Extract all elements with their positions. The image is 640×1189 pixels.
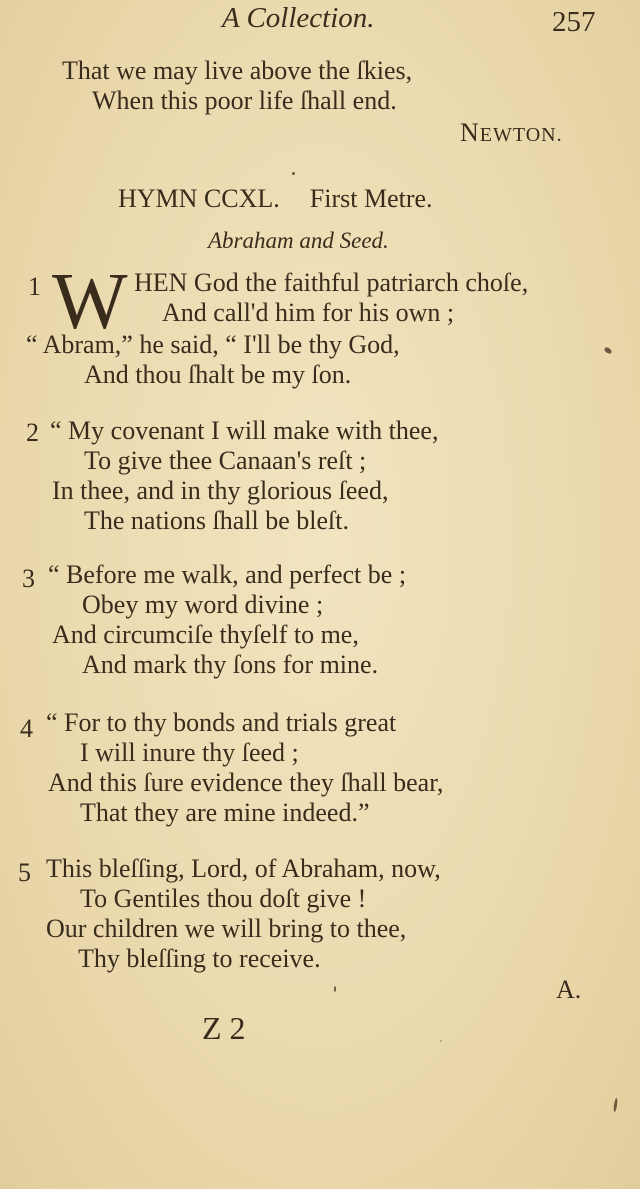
verse-3-line-4: And mark thy ſons for mine.	[82, 650, 379, 679]
ink-speck	[334, 986, 336, 992]
verse-1-line-1: HEN God the faithful patriarch choſe,	[134, 268, 529, 297]
verse-4-line-2: I will inure thy ſeed ;	[80, 738, 299, 767]
page-number: 257	[552, 6, 596, 38]
hymn-number-title: HYMN CCXL.	[118, 184, 280, 213]
verse-2-line-3: In thee, and in thy glorious ſeed,	[52, 476, 389, 505]
verse-3-line-2: Obey my word divine ;	[82, 590, 324, 619]
verse-1-line-3: “ Abram,” he said, “ I'll be thy God,	[26, 330, 400, 359]
hymn-author-mark: A.	[556, 975, 582, 1004]
previous-hymn-line-2: When this poor life ſhall end.	[92, 86, 397, 115]
verse-number-3: 3	[22, 564, 35, 593]
verse-5-line-1: This bleſſing, Lord, of Abraham, now,	[46, 854, 441, 883]
verse-3-line-3: And circumciſe thyſelf to me,	[52, 620, 359, 649]
verse-5-line-4: Thy bleſſing to receive.	[78, 944, 321, 973]
author-rest: EWTON.	[479, 124, 563, 146]
verse-2-line-1: “ My covenant I will make with thee,	[50, 416, 439, 445]
verse-1-line-4: And thou ſhalt be my ſon.	[84, 360, 352, 389]
running-title: A Collection.	[222, 2, 375, 34]
ink-speck	[613, 1098, 618, 1112]
verse-number-2: 2	[26, 418, 39, 447]
verse-5-line-2: To Gentiles thou doſt give !	[80, 884, 367, 913]
verse-1-line-2: And call'd him for his own ;	[162, 298, 455, 327]
previous-hymn-line-1: That we may live above the ſkies,	[62, 56, 413, 85]
verse-2-line-2: To give thee Canaan's reſt ;	[84, 446, 367, 475]
hymn-title	[118, 184, 433, 214]
verse-number-1: 1	[28, 272, 41, 301]
ink-speck	[603, 346, 612, 355]
hymn-metre: First Metre.	[309, 184, 433, 213]
verse-number-5: 5	[18, 858, 31, 887]
verse-3-line-1: “ Before me walk, and perfect be ;	[48, 560, 407, 589]
hymn-subtitle: Abraham and Seed.	[208, 228, 389, 253]
author-initial: N	[460, 118, 480, 147]
verse-4-line-3: And this ſure evidence they ſhall bear,	[48, 768, 444, 797]
ink-speck	[292, 172, 295, 175]
signature-mark: Z 2	[202, 1010, 246, 1046]
verse-number-4: 4	[20, 714, 33, 743]
verse-4-line-1: “ For to thy bonds and trials great	[46, 708, 397, 737]
previous-hymn-author	[460, 118, 563, 148]
verse-2-line-4: The nations ſhall be bleſt.	[84, 506, 349, 535]
drop-cap: W	[52, 258, 128, 346]
verse-4-line-4: That they are mine indeed.”	[80, 798, 370, 827]
verse-5-line-3: Our children we will bring to thee,	[46, 914, 407, 943]
ink-speck	[440, 1040, 442, 1042]
